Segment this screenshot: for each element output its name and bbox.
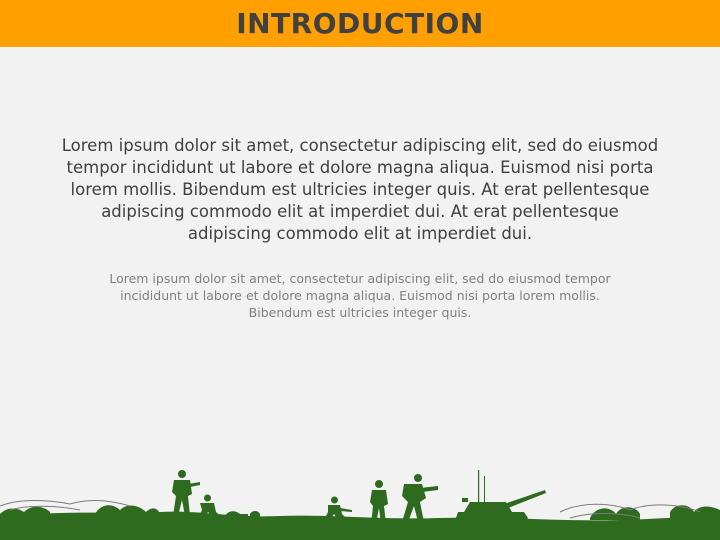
- main-paragraph: Lorem ipsum dolor sit amet, consectetur adipiscing elit, sed do eiusmod tempor incididunt ut labore et dolore magna aliqua. Euismod nisi porta lorem mollis. Bibendum est ultricies integer quis. At erat pellentesque adipiscing commodo elit at imperdiet dui. At erat pellentesque adipiscing commodo elit at imperdiet dui.: [61, 136, 659, 243]
- title-bar: [0, 0, 720, 47]
- soldier-tank-silhouette-icon: [0, 462, 720, 540]
- secondary-paragraph: Lorem ipsum dolor sit amet, consectetur adipiscing elit, sed do eiusmod tempor incididunt ut labore et dolore magna aliqua. Euismod nisi porta lorem mollis. Bibendum est ultricies integer quis.: [109, 271, 611, 320]
- slide-title: INTRODUCTION: [236, 7, 484, 40]
